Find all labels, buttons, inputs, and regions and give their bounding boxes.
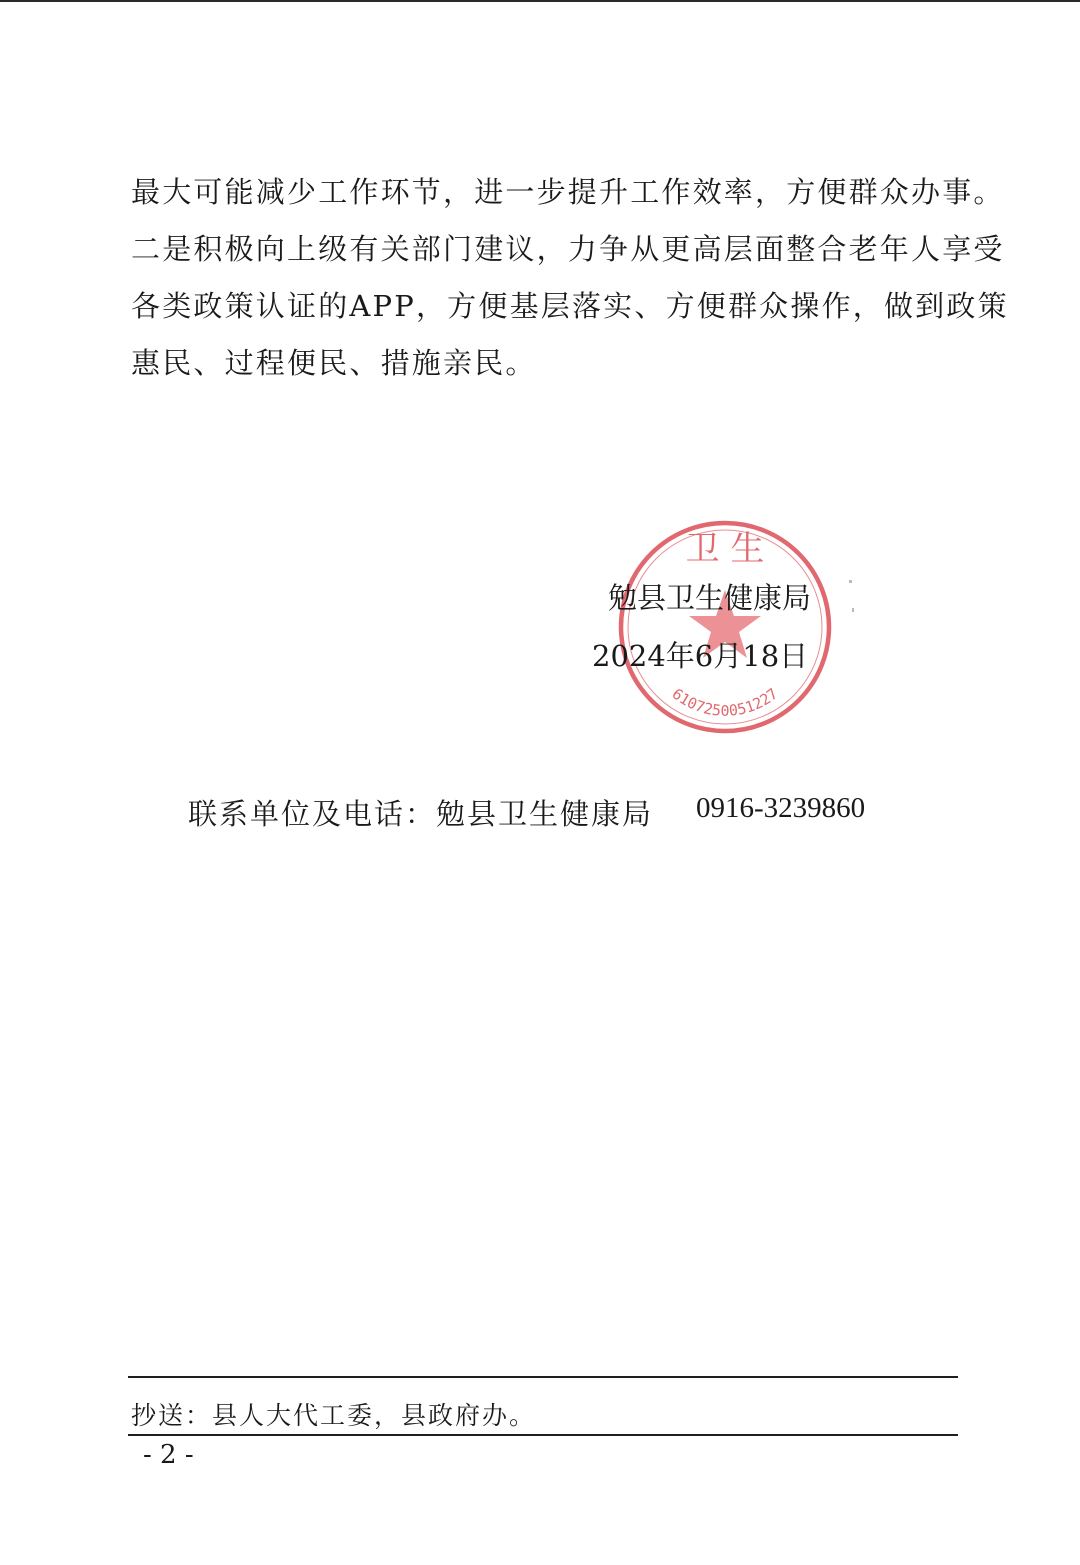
contact-phone: 0916-3239860 (696, 792, 866, 824)
body-line-3: 各类政策认证的APP，方便基层落实、方便群众操作，做到政策 (131, 289, 1009, 323)
scan-speck (852, 608, 854, 612)
official-seal-stamp (610, 512, 840, 742)
signing-organization: 勉县卫生健康局 (607, 581, 811, 615)
body-line-1: 最大可能减少工作环节，进一步提升工作效率，方便群众办事。 (131, 175, 1005, 209)
contact-line (188, 792, 866, 833)
footer-rule-bottom (128, 1434, 958, 1436)
footer-rule-top (128, 1376, 958, 1378)
body-paragraph (131, 164, 1009, 392)
signing-date: 2024年6月18日 (592, 639, 809, 673)
body-line-2: 二是积极向上级有关部门建议，力争从更高层面整合老年人享受 (131, 232, 1005, 266)
seal-code-text: 6107250051227 (668, 684, 782, 720)
cc-distribution: 抄送：县人大代工委，县政府办。 (131, 1401, 537, 1430)
scan-speck (849, 580, 852, 583)
contact-label: 联系单位及电话：勉县卫生健康局 (188, 797, 654, 831)
body-line-4: 惠民、过程便民、措施亲民。 (131, 346, 537, 380)
page-number: - 2 - (143, 1440, 194, 1470)
seal-top-text: 卫 生 (685, 529, 765, 569)
